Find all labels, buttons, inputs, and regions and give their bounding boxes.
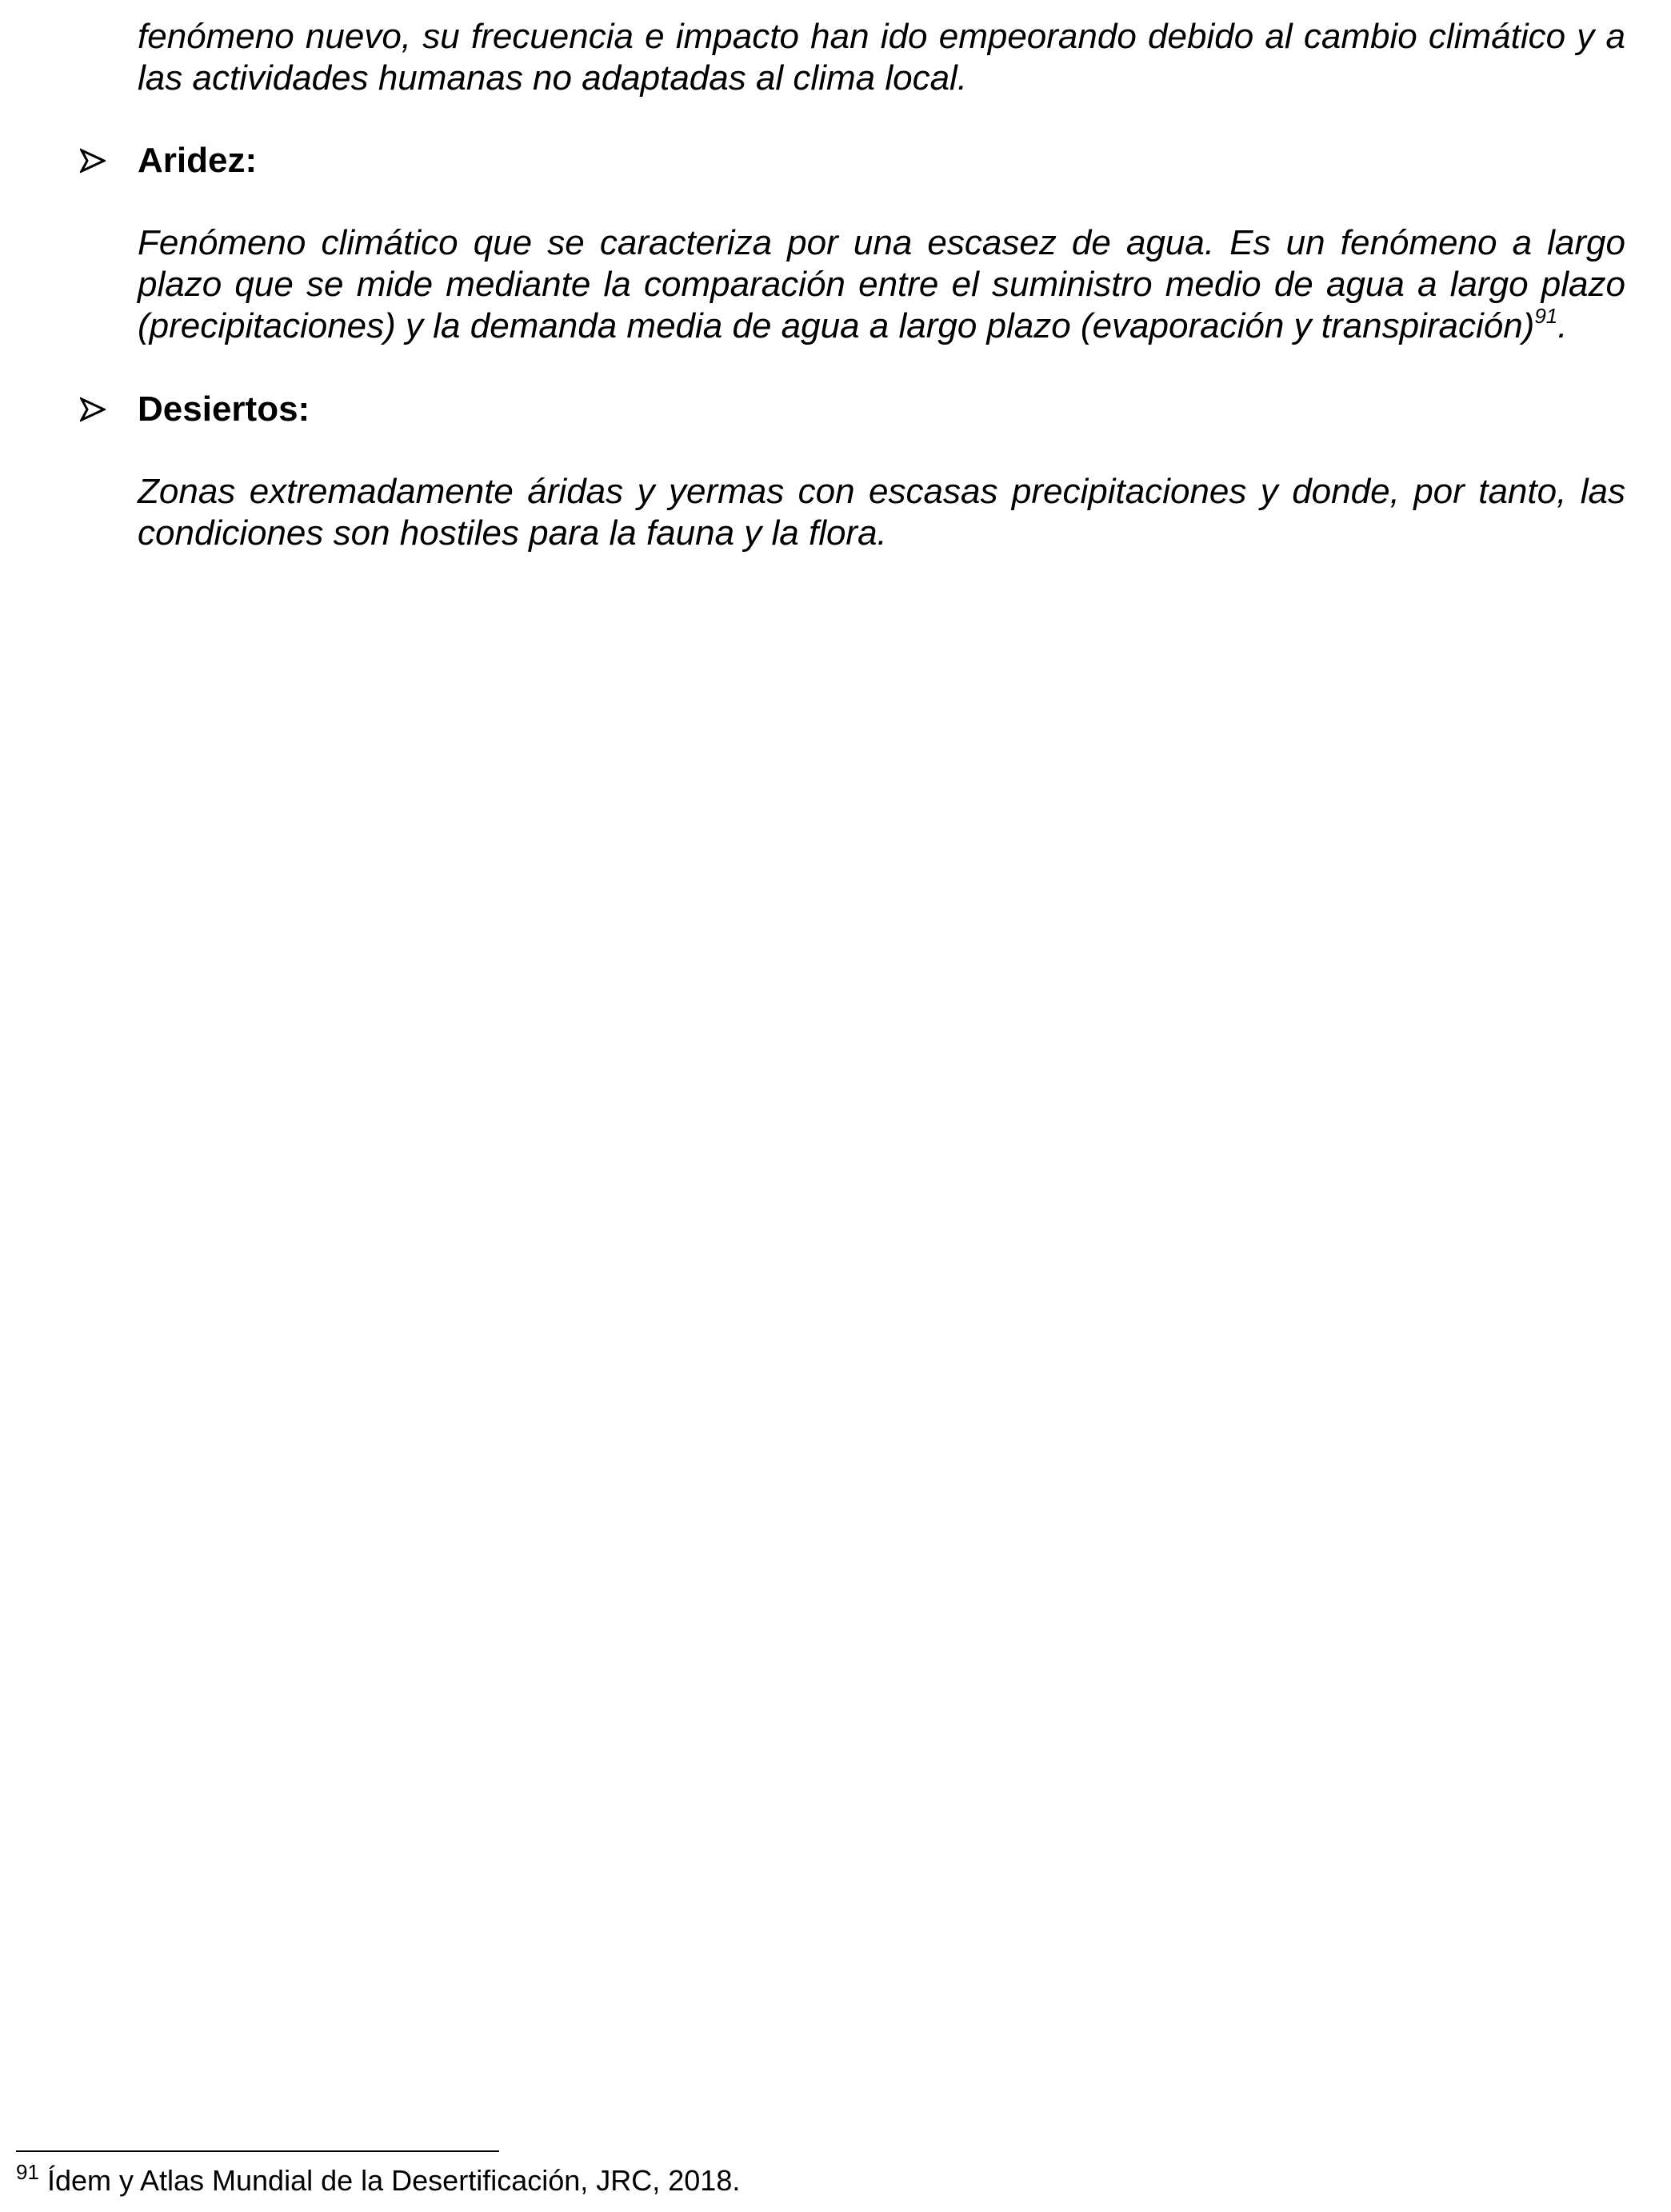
section-heading-aridez xyxy=(80,140,258,182)
continuation-paragraph: fenómeno nuevo, su frecuencia e impacto han ido empeorando debido al cambio climático y a las actividades humanas no adaptadas al clima local. xyxy=(138,17,1625,98)
footnote-text: Ídem y Atlas Mundial de la Desertificación, JRC, 2018. xyxy=(46,2164,741,2197)
arrowhead-bullet-icon xyxy=(80,397,106,422)
section-heading-desiertos xyxy=(80,389,310,430)
section-paragraph-desiertos: Zonas extremadamente áridas y yermas con escasas precipitaciones y donde, por tanto, las condiciones son hostiles para la fauna y la flora. xyxy=(138,472,1625,553)
footnote-number: 91 xyxy=(16,2160,39,2184)
arrowhead-bullet-icon xyxy=(80,148,106,174)
section-heading-label: Aridez: xyxy=(138,141,258,180)
footnote-reference[interactable]: 91 xyxy=(1534,304,1558,328)
section-paragraph-text: Fenómeno climático que se caracteriza por una escasez de agua. Es un fenómeno a largo plazo que se mide mediante la comparación entre el suministro medio de agua a largo plazo (precipitaciones) y la demanda media de agua a largo plazo (evaporación y transpiración) xyxy=(138,223,1625,345)
footnote xyxy=(16,2160,741,2198)
section-paragraph-end: . xyxy=(1557,306,1568,345)
footnote-separator xyxy=(16,2150,499,2152)
section-heading-label: Desiertos: xyxy=(138,389,310,429)
section-paragraph-aridez xyxy=(138,222,1625,347)
